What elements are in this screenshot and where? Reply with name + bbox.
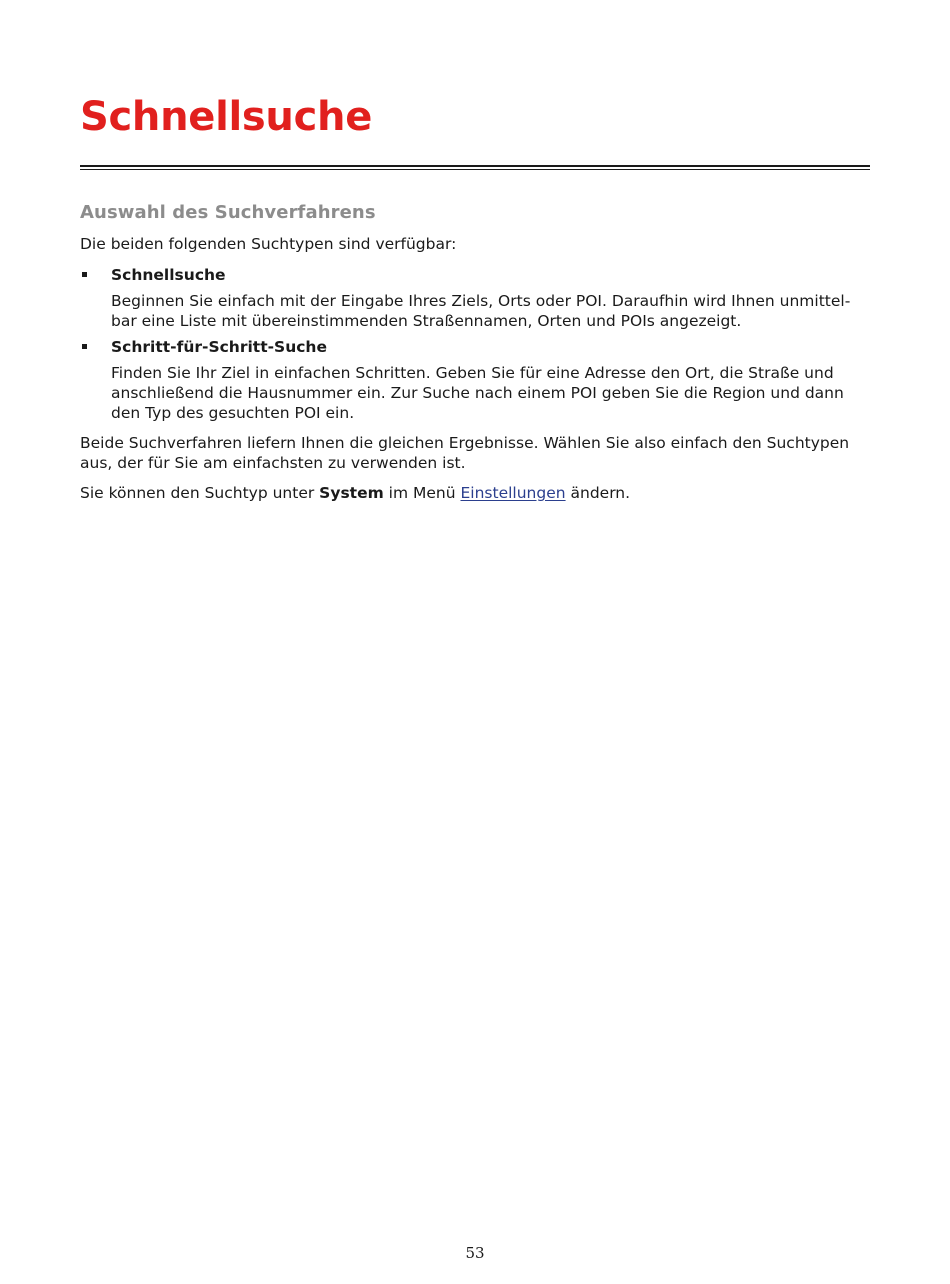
page-number: 53	[465, 1244, 485, 1262]
list-item-title: Schnellsuche	[111, 266, 226, 284]
system-term: System	[319, 484, 384, 502]
summary-text: Beide Suchverfahren liefern Ihnen die gleichen Ergebnisse. Wählen Sie also einfach den Suchtypen aus, der für Sie am einfachsten zu verwenden ist.	[80, 434, 850, 472]
list-item-title: Schritt-für-Schritt-Suche	[111, 338, 327, 356]
page-title: Schnellsuche	[80, 94, 373, 140]
square-bullet-icon	[82, 344, 87, 349]
settings-sentence-middle: im Menü	[383, 484, 461, 502]
search-type-list	[80, 265, 870, 423]
einstellungen-link[interactable]: Einstellungen	[460, 484, 566, 502]
intro-text: Die beiden folgenden Suchtypen sind verfügbar:	[80, 235, 457, 253]
settings-sentence	[80, 483, 870, 503]
list-item	[80, 265, 870, 331]
title-divider	[80, 165, 870, 170]
list-item-description: Finden Sie Ihr Ziel in einfachen Schritten. Geben Sie für eine Adresse den Ort, die Straße und anschließend die Hausnummer ein. Zur Suche nach einem POI geben Sie die Region und dann den Typ des gesuchten POI ein.	[111, 364, 844, 422]
square-bullet-icon	[82, 272, 87, 277]
settings-sentence-prefix: Sie können den Suchtyp unter	[80, 484, 320, 502]
list-item	[80, 337, 870, 423]
settings-sentence-suffix: ändern.	[565, 484, 631, 502]
section-heading: Auswahl des Suchverfahrens	[80, 202, 376, 223]
list-item-description: Beginnen Sie einfach mit der Eingabe Ihres Ziels, Orts oder POI. Daraufhin wird Ihnen unmittel-bar eine Liste mit übereinstimmenden Straßennamen, Orten und POIs angezeigt.	[111, 292, 851, 330]
section-content	[80, 200, 870, 503]
